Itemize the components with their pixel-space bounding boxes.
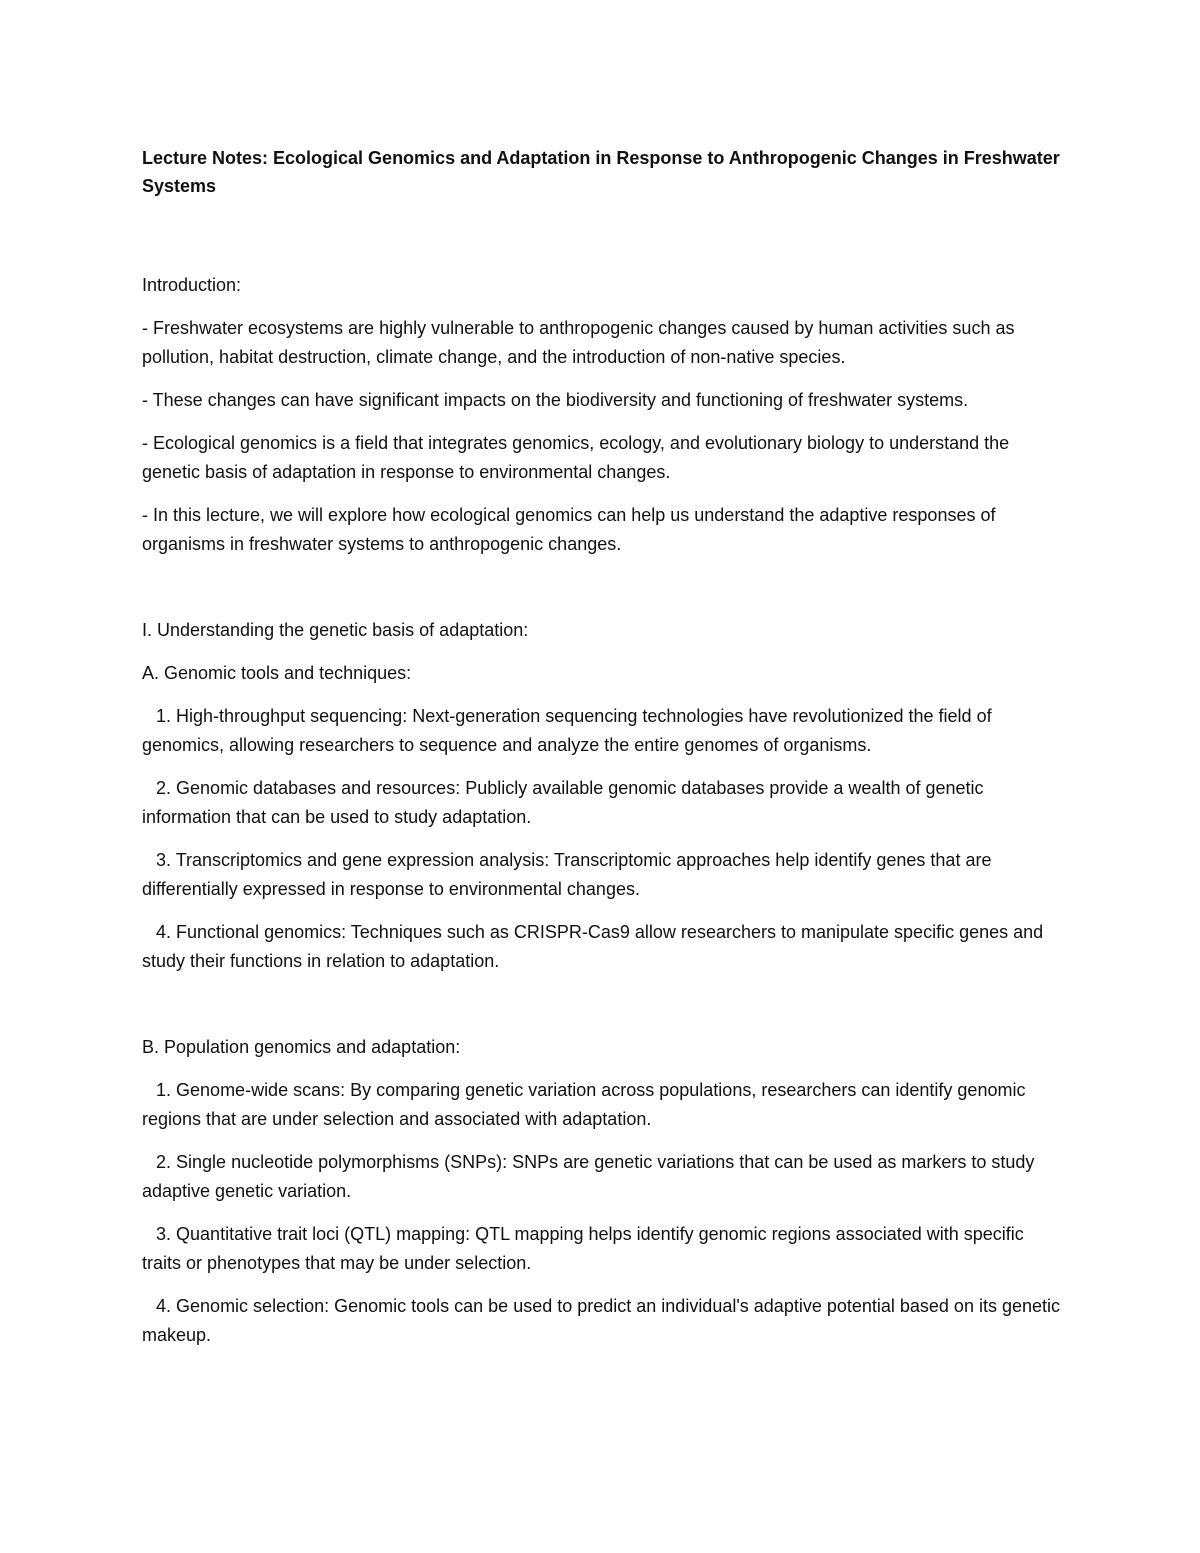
intro-bullet: - These changes can have significant impacts on the biodiversity and functioning of freshwater systems. xyxy=(142,390,969,410)
list-item-text: Single nucleotide polymorphisms (SNPs): SNPs are genetic variations that can be used as markers to study adaptive genetic variation. xyxy=(142,1152,1035,1201)
list-item-number: 2. xyxy=(156,778,172,798)
list-item xyxy=(142,774,1062,832)
intro-bullet: - Freshwater ecosystems are highly vulnerable to anthropogenic changes caused by human activities such as pollution, habitat destruction, climate change, and the introduction of non-native species. xyxy=(142,318,1015,367)
intro-bullet: - In this lecture, we will explore how ecological genomics can help us understand the adaptive responses of organisms in freshwater systems to anthropogenic changes. xyxy=(142,505,996,554)
list-item-number: 3. xyxy=(156,1224,172,1244)
list-item-number: 1. xyxy=(156,706,172,726)
list-item-text: High-throughput sequencing: Next-generation sequencing technologies have revolutionized the field of genomics, allowing researchers to sequence and analyze the entire genomes of organisms. xyxy=(142,706,992,755)
list-item xyxy=(142,1292,1062,1350)
intro-bullet: - Ecological genomics is a field that integrates genomics, ecology, and evolutionary biology to understand the genetic basis of adaptation in response to environmental changes. xyxy=(142,433,1010,482)
document-body xyxy=(142,144,1062,1364)
list-item-number: 4. xyxy=(156,1296,172,1316)
list-item-text: Genomic databases and resources: Publicly available genomic databases provide a wealth of genetic information that can be used to study adaptation. xyxy=(142,778,984,827)
list-item-number: 1. xyxy=(156,1080,172,1100)
list-item xyxy=(142,702,1062,760)
list-item xyxy=(142,1148,1062,1206)
section-1-heading: I. Understanding the genetic basis of adaptation: xyxy=(142,620,529,640)
list-item-text: Genome-wide scans: By comparing genetic variation across populations, researchers can identify genomic regions that are under selection and associated with adaptation. xyxy=(142,1080,1026,1129)
introduction-heading: Introduction: xyxy=(142,275,242,295)
subsection-b-heading: B. Population genomics and adaptation: xyxy=(142,1037,461,1057)
list-item xyxy=(142,846,1062,904)
list-item xyxy=(142,1076,1062,1134)
list-item xyxy=(142,918,1062,976)
list-item-number: 4. xyxy=(156,922,172,942)
list-item-text: Functional genomics: Techniques such as CRISPR-Cas9 allow researchers to manipulate specific genes and study their functions in relation to adaptation. xyxy=(142,922,1044,971)
list-item-text: Transcriptomics and gene expression analysis: Transcriptomic approaches help identify genes that are differentially expressed in response to environmental changes. xyxy=(142,850,992,899)
subsection-a-heading: A. Genomic tools and techniques: xyxy=(142,663,412,683)
list-item-text: Quantitative trait loci (QTL) mapping: QTL mapping helps identify genomic regions associated with specific traits or phenotypes that may be under selection. xyxy=(142,1224,1024,1273)
document-title: Lecture Notes: Ecological Genomics and Adaptation in Response to Anthropogenic Changes in Freshwater Systems xyxy=(142,148,1060,196)
list-item-text: Genomic selection: Genomic tools can be used to predict an individual's adaptive potential based on its genetic makeup. xyxy=(142,1296,1060,1345)
list-item-number: 2. xyxy=(156,1152,172,1172)
list-item xyxy=(142,1220,1062,1278)
list-item-number: 3. xyxy=(156,850,172,870)
